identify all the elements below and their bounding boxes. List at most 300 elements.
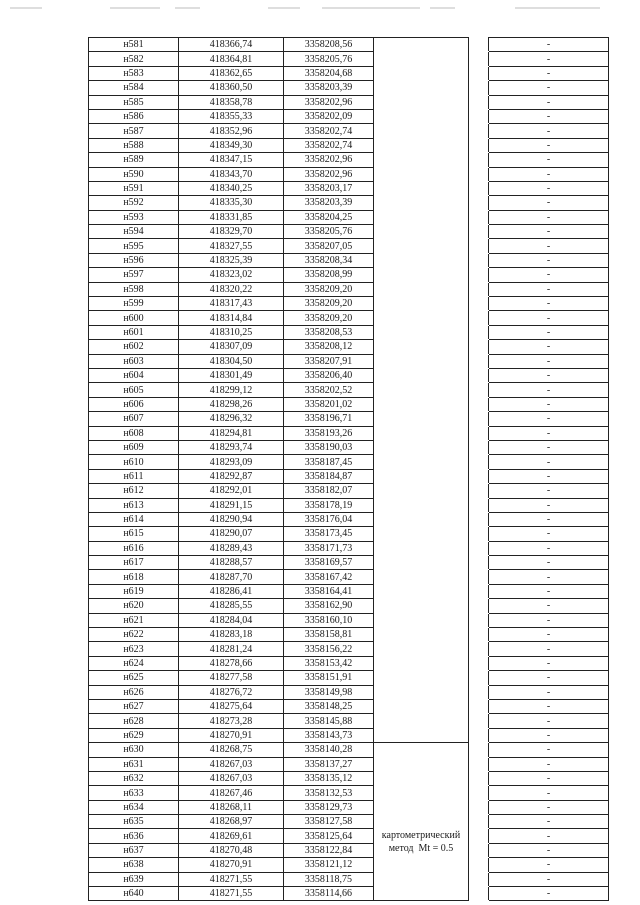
point-name-cell: н609 bbox=[89, 440, 179, 454]
gap-cell bbox=[469, 167, 489, 181]
gap-cell bbox=[469, 800, 489, 814]
y-coordinate-cell: 3358167,42 bbox=[284, 570, 374, 584]
accuracy-cell: - bbox=[489, 714, 609, 728]
accuracy-cell: - bbox=[489, 541, 609, 555]
y-coordinate-cell: 3358173,45 bbox=[284, 527, 374, 541]
point-name-cell: н621 bbox=[89, 613, 179, 627]
point-name-cell: н630 bbox=[89, 743, 179, 757]
point-name-cell: н588 bbox=[89, 138, 179, 152]
x-coordinate-cell: 418268,11 bbox=[179, 800, 284, 814]
table-row bbox=[89, 124, 609, 138]
table-row bbox=[89, 872, 609, 886]
y-coordinate-cell: 3358208,99 bbox=[284, 268, 374, 282]
x-coordinate-cell: 418325,39 bbox=[179, 253, 284, 267]
point-name-cell: н636 bbox=[89, 829, 179, 843]
point-name-cell: н608 bbox=[89, 426, 179, 440]
y-coordinate-cell: 3358196,71 bbox=[284, 412, 374, 426]
x-coordinate-cell: 418267,03 bbox=[179, 757, 284, 771]
x-coordinate-cell: 418268,97 bbox=[179, 815, 284, 829]
point-name-cell: н615 bbox=[89, 527, 179, 541]
y-coordinate-cell: 3358137,27 bbox=[284, 757, 374, 771]
x-coordinate-cell: 418349,30 bbox=[179, 138, 284, 152]
table-row bbox=[89, 268, 609, 282]
x-coordinate-cell: 418271,55 bbox=[179, 887, 284, 901]
gap-cell bbox=[469, 225, 489, 239]
table-row bbox=[89, 671, 609, 685]
gap-cell bbox=[469, 81, 489, 95]
gap-cell bbox=[469, 210, 489, 224]
y-coordinate-cell: 3358125,64 bbox=[284, 829, 374, 843]
gap-cell bbox=[469, 383, 489, 397]
table-row bbox=[89, 412, 609, 426]
x-coordinate-cell: 418278,66 bbox=[179, 656, 284, 670]
table-row bbox=[89, 498, 609, 512]
accuracy-cell: - bbox=[489, 455, 609, 469]
y-coordinate-cell: 3358160,10 bbox=[284, 613, 374, 627]
accuracy-cell: - bbox=[489, 426, 609, 440]
x-coordinate-cell: 418362,65 bbox=[179, 66, 284, 80]
table-row bbox=[89, 368, 609, 382]
point-name-cell: н629 bbox=[89, 728, 179, 742]
x-coordinate-cell: 418366,74 bbox=[179, 38, 284, 52]
accuracy-cell: - bbox=[489, 484, 609, 498]
gap-cell bbox=[469, 181, 489, 195]
point-name-cell: н632 bbox=[89, 771, 179, 785]
x-coordinate-cell: 418320,22 bbox=[179, 282, 284, 296]
table-row bbox=[89, 656, 609, 670]
point-name-cell: н581 bbox=[89, 38, 179, 52]
table-row bbox=[89, 757, 609, 771]
gap-cell bbox=[469, 570, 489, 584]
gap-cell bbox=[469, 153, 489, 167]
accuracy-cell: - bbox=[489, 743, 609, 757]
x-coordinate-cell: 418284,04 bbox=[179, 613, 284, 627]
x-coordinate-cell: 418310,25 bbox=[179, 325, 284, 339]
x-coordinate-cell: 418286,41 bbox=[179, 584, 284, 598]
accuracy-cell: - bbox=[489, 38, 609, 52]
accuracy-cell: - bbox=[489, 556, 609, 570]
y-coordinate-cell: 3358132,53 bbox=[284, 786, 374, 800]
point-name-cell: н594 bbox=[89, 225, 179, 239]
point-name-cell: н602 bbox=[89, 340, 179, 354]
gap-cell bbox=[469, 743, 489, 757]
y-coordinate-cell: 3358205,76 bbox=[284, 52, 374, 66]
gap-cell bbox=[469, 268, 489, 282]
table-row bbox=[89, 225, 609, 239]
x-coordinate-cell: 418323,02 bbox=[179, 268, 284, 282]
point-name-cell: н597 bbox=[89, 268, 179, 282]
x-coordinate-cell: 418277,58 bbox=[179, 671, 284, 685]
y-coordinate-cell: 3358135,12 bbox=[284, 771, 374, 785]
accuracy-cell: - bbox=[489, 253, 609, 267]
gap-cell bbox=[469, 728, 489, 742]
accuracy-cell: - bbox=[489, 757, 609, 771]
gap-cell bbox=[469, 714, 489, 728]
x-coordinate-cell: 418291,15 bbox=[179, 498, 284, 512]
accuracy-cell: - bbox=[489, 153, 609, 167]
y-coordinate-cell: 3358114,66 bbox=[284, 887, 374, 901]
table-row bbox=[89, 210, 609, 224]
y-coordinate-cell: 3358151,91 bbox=[284, 671, 374, 685]
x-coordinate-cell: 418287,70 bbox=[179, 570, 284, 584]
accuracy-cell: - bbox=[489, 613, 609, 627]
accuracy-cell: - bbox=[489, 570, 609, 584]
y-coordinate-cell: 3358162,90 bbox=[284, 599, 374, 613]
table-row bbox=[89, 570, 609, 584]
x-coordinate-cell: 418301,49 bbox=[179, 368, 284, 382]
y-coordinate-cell: 3358187,45 bbox=[284, 455, 374, 469]
gap-cell bbox=[469, 38, 489, 52]
y-coordinate-cell: 3358148,25 bbox=[284, 699, 374, 713]
accuracy-cell: - bbox=[489, 887, 609, 901]
y-coordinate-cell: 3358202,74 bbox=[284, 138, 374, 152]
coordinates-table-body bbox=[89, 38, 609, 901]
gap-cell bbox=[469, 455, 489, 469]
method-label-line2: метод Mt = 0.5 bbox=[388, 842, 454, 854]
accuracy-cell: - bbox=[489, 196, 609, 210]
table-row bbox=[89, 469, 609, 483]
y-coordinate-cell: 3358207,91 bbox=[284, 354, 374, 368]
accuracy-cell: - bbox=[489, 699, 609, 713]
table-row bbox=[89, 858, 609, 872]
y-coordinate-cell: 3358207,05 bbox=[284, 239, 374, 253]
gap-cell bbox=[469, 297, 489, 311]
gap-cell bbox=[469, 757, 489, 771]
table-row bbox=[89, 728, 609, 742]
y-coordinate-cell: 3358204,25 bbox=[284, 210, 374, 224]
gap-cell bbox=[469, 599, 489, 613]
gap-cell bbox=[469, 872, 489, 886]
accuracy-cell: - bbox=[489, 440, 609, 454]
y-coordinate-cell: 3358122,84 bbox=[284, 843, 374, 857]
gap-cell bbox=[469, 887, 489, 901]
x-coordinate-cell: 418335,30 bbox=[179, 196, 284, 210]
gap-cell bbox=[469, 311, 489, 325]
x-coordinate-cell: 418314,84 bbox=[179, 311, 284, 325]
gap-cell bbox=[469, 66, 489, 80]
point-name-cell: н592 bbox=[89, 196, 179, 210]
accuracy-cell: - bbox=[489, 124, 609, 138]
y-coordinate-cell: 3358206,40 bbox=[284, 368, 374, 382]
x-coordinate-cell: 418293,09 bbox=[179, 455, 284, 469]
point-name-cell: н627 bbox=[89, 699, 179, 713]
accuracy-cell: - bbox=[489, 728, 609, 742]
accuracy-cell: - bbox=[489, 815, 609, 829]
x-coordinate-cell: 418364,81 bbox=[179, 52, 284, 66]
gap-cell bbox=[469, 556, 489, 570]
y-coordinate-cell: 3358158,81 bbox=[284, 628, 374, 642]
accuracy-cell: - bbox=[489, 95, 609, 109]
gap-cell bbox=[469, 512, 489, 526]
point-name-cell: н599 bbox=[89, 297, 179, 311]
x-coordinate-cell: 418340,25 bbox=[179, 181, 284, 195]
y-coordinate-cell: 3358205,76 bbox=[284, 225, 374, 239]
y-coordinate-cell: 3358145,88 bbox=[284, 714, 374, 728]
y-coordinate-cell: 3358202,52 bbox=[284, 383, 374, 397]
accuracy-cell: - bbox=[489, 872, 609, 886]
accuracy-cell: - bbox=[489, 628, 609, 642]
accuracy-cell: - bbox=[489, 282, 609, 296]
x-coordinate-cell: 418355,33 bbox=[179, 109, 284, 123]
accuracy-cell: - bbox=[489, 498, 609, 512]
accuracy-cell: - bbox=[489, 858, 609, 872]
table-row bbox=[89, 714, 609, 728]
point-name-cell: н628 bbox=[89, 714, 179, 728]
y-coordinate-cell: 3358176,04 bbox=[284, 512, 374, 526]
y-coordinate-cell: 3358193,26 bbox=[284, 426, 374, 440]
y-coordinate-cell: 3358156,22 bbox=[284, 642, 374, 656]
point-name-cell: н626 bbox=[89, 685, 179, 699]
table-row bbox=[89, 196, 609, 210]
point-name-cell: н603 bbox=[89, 354, 179, 368]
point-name-cell: н637 bbox=[89, 843, 179, 857]
x-coordinate-cell: 418270,91 bbox=[179, 728, 284, 742]
table-row bbox=[89, 512, 609, 526]
y-coordinate-cell: 3358129,73 bbox=[284, 800, 374, 814]
gap-cell bbox=[469, 858, 489, 872]
table-row bbox=[89, 584, 609, 598]
gap-cell bbox=[469, 541, 489, 555]
gap-cell bbox=[469, 52, 489, 66]
accuracy-cell: - bbox=[489, 642, 609, 656]
accuracy-cell: - bbox=[489, 52, 609, 66]
y-coordinate-cell: 3358182,07 bbox=[284, 484, 374, 498]
y-coordinate-cell: 3358164,41 bbox=[284, 584, 374, 598]
x-coordinate-cell: 418285,55 bbox=[179, 599, 284, 613]
x-coordinate-cell: 418283,18 bbox=[179, 628, 284, 642]
point-name-cell: н596 bbox=[89, 253, 179, 267]
x-coordinate-cell: 418358,78 bbox=[179, 95, 284, 109]
gap-cell bbox=[469, 642, 489, 656]
table-row bbox=[89, 52, 609, 66]
table-row bbox=[89, 282, 609, 296]
x-coordinate-cell: 418288,57 bbox=[179, 556, 284, 570]
x-coordinate-cell: 418329,70 bbox=[179, 225, 284, 239]
accuracy-cell: - bbox=[489, 656, 609, 670]
table-row bbox=[89, 800, 609, 814]
accuracy-cell: - bbox=[489, 584, 609, 598]
x-coordinate-cell: 418267,46 bbox=[179, 786, 284, 800]
method-cell-lower bbox=[374, 743, 469, 901]
gap-cell bbox=[469, 656, 489, 670]
point-name-cell: н598 bbox=[89, 282, 179, 296]
table-row bbox=[89, 340, 609, 354]
accuracy-cell: - bbox=[489, 109, 609, 123]
accuracy-cell: - bbox=[489, 167, 609, 181]
x-coordinate-cell: 418271,55 bbox=[179, 872, 284, 886]
x-coordinate-cell: 418292,87 bbox=[179, 469, 284, 483]
y-coordinate-cell: 3358178,19 bbox=[284, 498, 374, 512]
y-coordinate-cell: 3358140,28 bbox=[284, 743, 374, 757]
method-label-line1: картометрический bbox=[381, 829, 461, 841]
table-row bbox=[89, 253, 609, 267]
table-row bbox=[89, 383, 609, 397]
gap-cell bbox=[469, 124, 489, 138]
gap-cell bbox=[469, 786, 489, 800]
table-row bbox=[89, 138, 609, 152]
table-row bbox=[89, 153, 609, 167]
point-name-cell: н616 bbox=[89, 541, 179, 555]
x-coordinate-cell: 418275,64 bbox=[179, 699, 284, 713]
gap-cell bbox=[469, 138, 489, 152]
table-row bbox=[89, 829, 609, 843]
gap-cell bbox=[469, 498, 489, 512]
table-row bbox=[89, 484, 609, 498]
table-row bbox=[89, 325, 609, 339]
table-row bbox=[89, 843, 609, 857]
y-coordinate-cell: 3358202,96 bbox=[284, 167, 374, 181]
gap-cell bbox=[469, 368, 489, 382]
point-name-cell: н638 bbox=[89, 858, 179, 872]
table-row bbox=[89, 239, 609, 253]
table-row bbox=[89, 771, 609, 785]
table-row bbox=[89, 455, 609, 469]
accuracy-cell: - bbox=[489, 829, 609, 843]
point-name-cell: н593 bbox=[89, 210, 179, 224]
gap-cell bbox=[469, 613, 489, 627]
x-coordinate-cell: 418293,74 bbox=[179, 440, 284, 454]
accuracy-cell: - bbox=[489, 383, 609, 397]
x-coordinate-cell: 418298,26 bbox=[179, 397, 284, 411]
accuracy-cell: - bbox=[489, 527, 609, 541]
table-row bbox=[89, 81, 609, 95]
point-name-cell: н639 bbox=[89, 872, 179, 886]
point-name-cell: н633 bbox=[89, 786, 179, 800]
table-row bbox=[89, 613, 609, 627]
y-coordinate-cell: 3358118,75 bbox=[284, 872, 374, 886]
accuracy-cell: - bbox=[489, 685, 609, 699]
accuracy-cell: - bbox=[489, 786, 609, 800]
table-row bbox=[89, 556, 609, 570]
x-coordinate-cell: 418290,94 bbox=[179, 512, 284, 526]
gap-cell bbox=[469, 584, 489, 598]
table-row bbox=[89, 397, 609, 411]
point-name-cell: н610 bbox=[89, 455, 179, 469]
point-name-cell: н634 bbox=[89, 800, 179, 814]
gap-cell bbox=[469, 671, 489, 685]
point-name-cell: н589 bbox=[89, 153, 179, 167]
gap-cell bbox=[469, 815, 489, 829]
point-name-cell: н584 bbox=[89, 81, 179, 95]
gap-cell bbox=[469, 239, 489, 253]
accuracy-cell: - bbox=[489, 771, 609, 785]
point-name-cell: н623 bbox=[89, 642, 179, 656]
accuracy-cell: - bbox=[489, 81, 609, 95]
y-coordinate-cell: 3358208,56 bbox=[284, 38, 374, 52]
y-coordinate-cell: 3358203,39 bbox=[284, 81, 374, 95]
y-coordinate-cell: 3358202,96 bbox=[284, 95, 374, 109]
table-row bbox=[89, 354, 609, 368]
point-name-cell: н585 bbox=[89, 95, 179, 109]
table-row bbox=[89, 699, 609, 713]
accuracy-cell: - bbox=[489, 239, 609, 253]
table-row bbox=[89, 109, 609, 123]
y-coordinate-cell: 3358209,20 bbox=[284, 297, 374, 311]
accuracy-cell: - bbox=[489, 311, 609, 325]
point-name-cell: н606 bbox=[89, 397, 179, 411]
x-coordinate-cell: 418347,15 bbox=[179, 153, 284, 167]
accuracy-cell: - bbox=[489, 225, 609, 239]
accuracy-cell: - bbox=[489, 599, 609, 613]
point-name-cell: н618 bbox=[89, 570, 179, 584]
y-coordinate-cell: 3358202,96 bbox=[284, 153, 374, 167]
gap-cell bbox=[469, 440, 489, 454]
x-coordinate-cell: 418270,48 bbox=[179, 843, 284, 857]
x-coordinate-cell: 418281,24 bbox=[179, 642, 284, 656]
point-name-cell: н612 bbox=[89, 484, 179, 498]
point-name-cell: н613 bbox=[89, 498, 179, 512]
x-coordinate-cell: 418299,12 bbox=[179, 383, 284, 397]
table-row bbox=[89, 786, 609, 800]
gap-cell bbox=[469, 527, 489, 541]
x-coordinate-cell: 418307,09 bbox=[179, 340, 284, 354]
accuracy-cell: - bbox=[489, 671, 609, 685]
table-row bbox=[89, 815, 609, 829]
gap-cell bbox=[469, 628, 489, 642]
x-coordinate-cell: 418343,70 bbox=[179, 167, 284, 181]
y-coordinate-cell: 3358202,74 bbox=[284, 124, 374, 138]
table-row bbox=[89, 527, 609, 541]
table-row bbox=[89, 642, 609, 656]
y-coordinate-cell: 3358184,87 bbox=[284, 469, 374, 483]
y-coordinate-cell: 3358143,73 bbox=[284, 728, 374, 742]
y-coordinate-cell: 3358171,73 bbox=[284, 541, 374, 555]
point-name-cell: н600 bbox=[89, 311, 179, 325]
gap-cell bbox=[469, 325, 489, 339]
x-coordinate-cell: 418317,43 bbox=[179, 297, 284, 311]
accuracy-cell: - bbox=[489, 210, 609, 224]
coordinates-table bbox=[88, 37, 609, 901]
point-name-cell: н620 bbox=[89, 599, 179, 613]
x-coordinate-cell: 418360,50 bbox=[179, 81, 284, 95]
table-row bbox=[89, 599, 609, 613]
accuracy-cell: - bbox=[489, 66, 609, 80]
x-coordinate-cell: 418331,85 bbox=[179, 210, 284, 224]
point-name-cell: н607 bbox=[89, 412, 179, 426]
table-row bbox=[89, 181, 609, 195]
gap-cell bbox=[469, 484, 489, 498]
table-row bbox=[89, 685, 609, 699]
point-name-cell: н604 bbox=[89, 368, 179, 382]
point-name-cell: н617 bbox=[89, 556, 179, 570]
table-row bbox=[89, 66, 609, 80]
y-coordinate-cell: 3358149,98 bbox=[284, 685, 374, 699]
point-name-cell: н591 bbox=[89, 181, 179, 195]
x-coordinate-cell: 418352,96 bbox=[179, 124, 284, 138]
accuracy-cell: - bbox=[489, 412, 609, 426]
y-coordinate-cell: 3358208,34 bbox=[284, 253, 374, 267]
x-coordinate-cell: 418270,91 bbox=[179, 858, 284, 872]
point-name-cell: н590 bbox=[89, 167, 179, 181]
y-coordinate-cell: 3358190,03 bbox=[284, 440, 374, 454]
gap-cell bbox=[469, 412, 489, 426]
accuracy-cell: - bbox=[489, 368, 609, 382]
x-coordinate-cell: 418296,32 bbox=[179, 412, 284, 426]
accuracy-cell: - bbox=[489, 325, 609, 339]
x-coordinate-cell: 418327,55 bbox=[179, 239, 284, 253]
table-row bbox=[89, 297, 609, 311]
y-coordinate-cell: 3358127,58 bbox=[284, 815, 374, 829]
point-name-cell: н586 bbox=[89, 109, 179, 123]
point-name-cell: н605 bbox=[89, 383, 179, 397]
y-coordinate-cell: 3358203,17 bbox=[284, 181, 374, 195]
x-coordinate-cell: 418269,61 bbox=[179, 829, 284, 843]
point-name-cell: н595 bbox=[89, 239, 179, 253]
point-name-cell: н611 bbox=[89, 469, 179, 483]
y-coordinate-cell: 3358201,02 bbox=[284, 397, 374, 411]
y-coordinate-cell: 3358121,12 bbox=[284, 858, 374, 872]
x-coordinate-cell: 418294,81 bbox=[179, 426, 284, 440]
